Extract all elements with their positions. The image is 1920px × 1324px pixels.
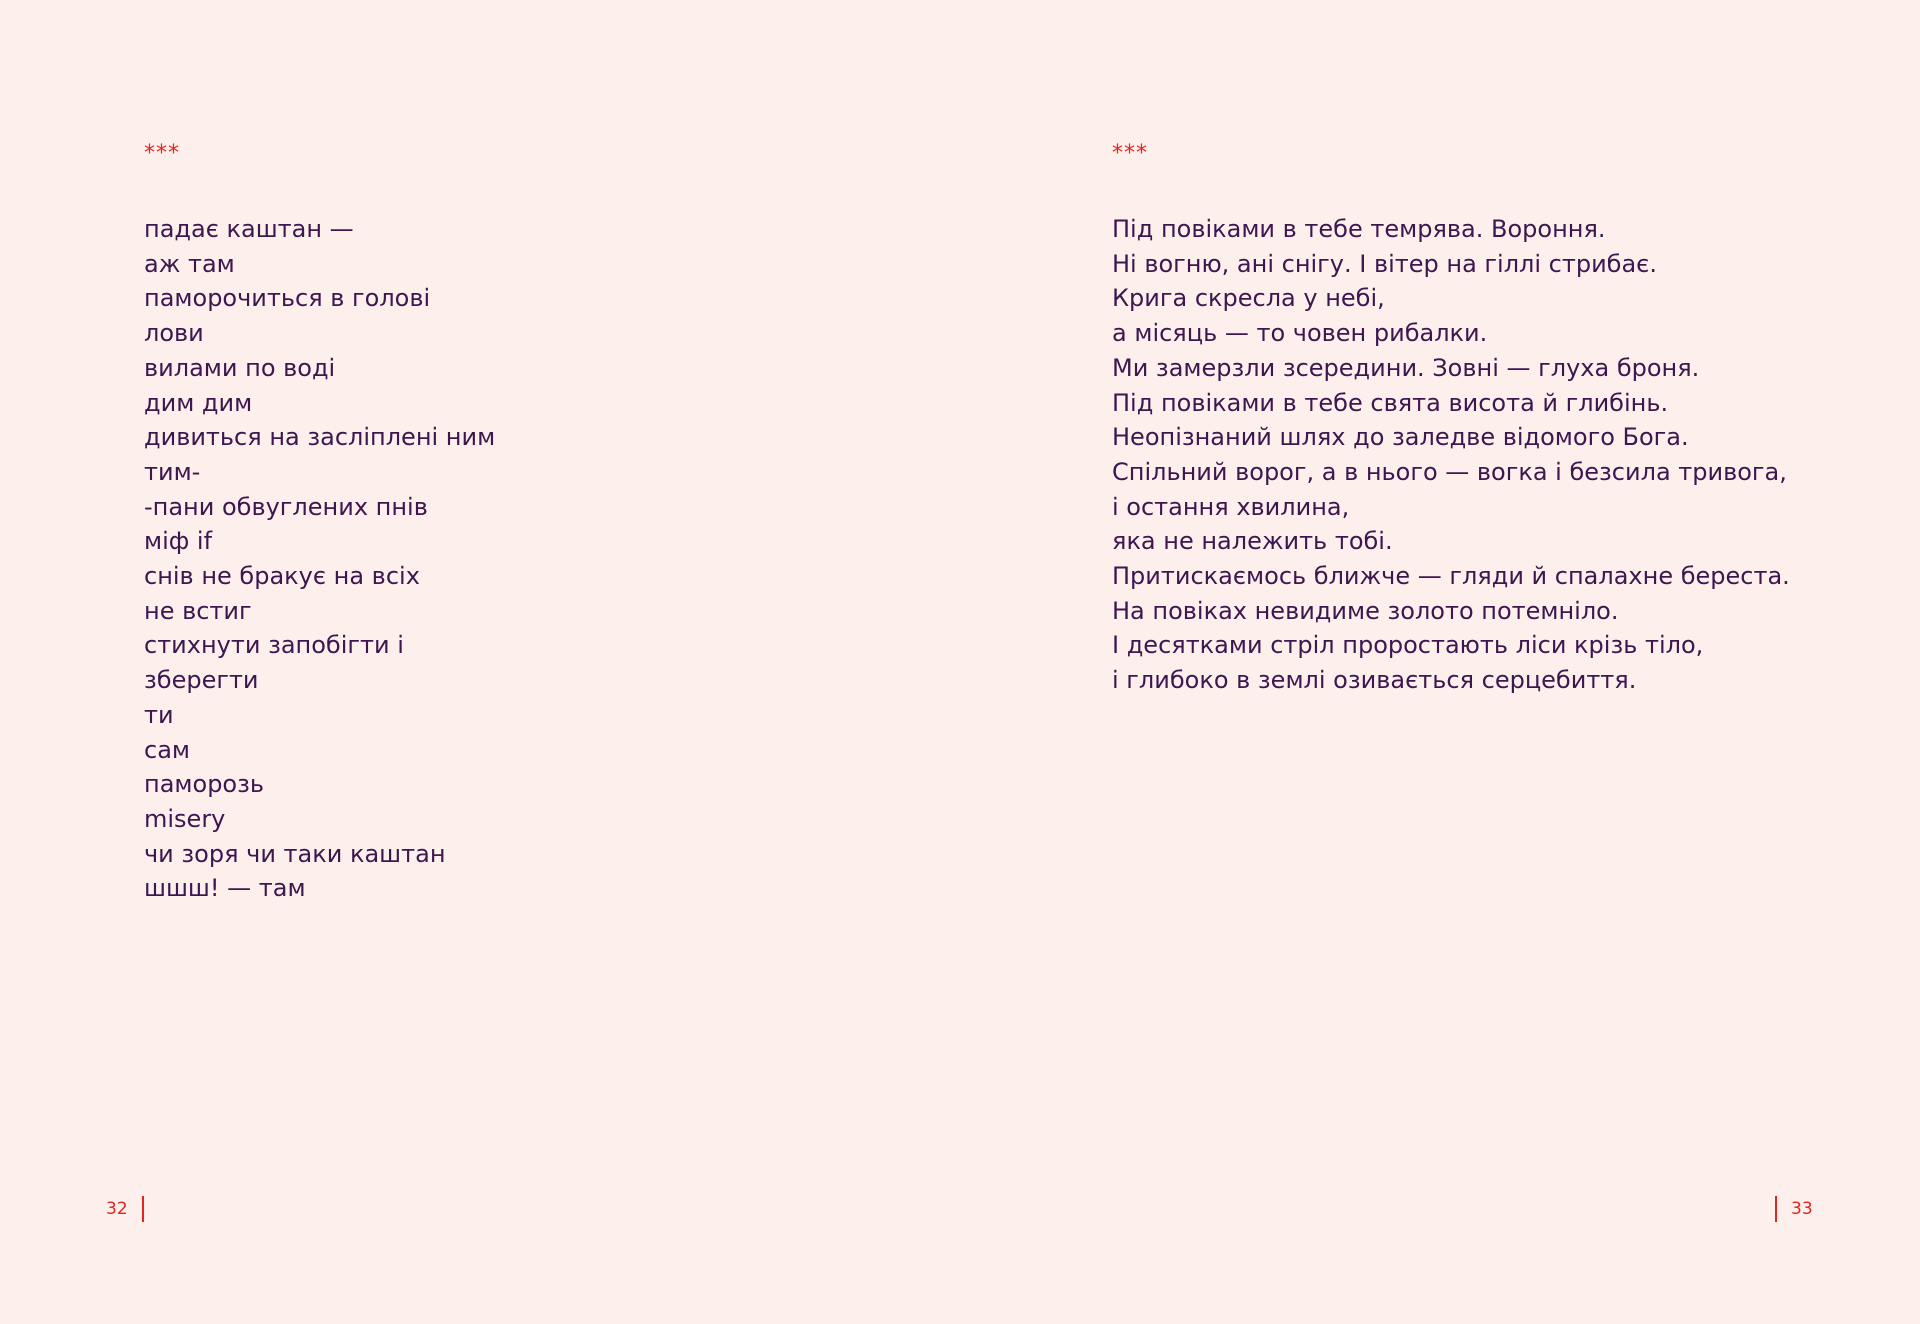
- poem-line: дивиться на засліплені ним: [144, 423, 496, 452]
- page-number-right: [1775, 1196, 1813, 1222]
- poem-line: падає каштан —: [144, 215, 354, 243]
- right-page: [960, 0, 1920, 1324]
- poem-line: яка не належить тобі.: [1112, 527, 1393, 556]
- poem-line: вилами по воді: [144, 353, 336, 382]
- poem-line: Неопізнаний шлях до заледве відомого Бога.: [1112, 423, 1689, 452]
- poem-line: снів не бракує на всіх: [144, 562, 420, 591]
- poem-line: На повіках невидиме золото потемніло.: [1112, 596, 1619, 625]
- poem-line: і глибоко в землі озивається серцебиття.: [1112, 666, 1637, 695]
- page-number-left: [106, 1196, 144, 1222]
- poem-line: сам: [144, 735, 191, 764]
- poem-right: [1112, 212, 1790, 698]
- poem-line: Під повіками в тебе темрява. Вороння.: [1112, 215, 1606, 243]
- page-number: 33: [1791, 1199, 1813, 1219]
- poem-line: міф if: [144, 527, 213, 556]
- poem-line: а місяць — то човен рибалки.: [1112, 319, 1488, 348]
- poem-line: тим-: [144, 457, 201, 486]
- folio-divider: [142, 1196, 144, 1222]
- section-ornament: ***: [1112, 141, 1148, 166]
- poem-line: дим дим: [144, 388, 253, 417]
- poem-line: Притискаємось ближче — гляди й спалахне береста.: [1112, 562, 1790, 591]
- poem-line: не встиг: [144, 596, 252, 625]
- folio-divider: [1775, 1196, 1777, 1222]
- poem-line: і остання хвилина,: [1112, 492, 1350, 521]
- section-ornament: ***: [144, 141, 180, 166]
- poem-line: паморозь: [144, 770, 265, 799]
- poem-line: шшш! — там: [144, 874, 306, 903]
- poem-line: Спільний ворог, а в нього — вогка і безсила тривога,: [1112, 457, 1787, 486]
- poem-line: Ні вогню, ані снігу. І вітер на гіллі стрибає.: [1112, 249, 1657, 278]
- poem-line: чи зоря чи таки каштан: [144, 839, 446, 868]
- poem-line: стихнути запобігти і: [144, 631, 404, 660]
- poem-line: Ми замерзли зсередини. Зовні — глуха броня.: [1112, 353, 1700, 382]
- poem-line: misery: [144, 804, 226, 833]
- poem-line: Крига скресла у небі,: [1112, 284, 1385, 313]
- poem-line: аж там: [144, 249, 235, 278]
- poem-line: Під повіками в тебе свята висота й глибінь.: [1112, 388, 1669, 417]
- poem-left: [144, 212, 495, 906]
- poem-line: паморочиться в голові: [144, 284, 431, 313]
- poem-line: лови: [144, 319, 204, 348]
- poem-line: ти: [144, 700, 174, 729]
- poem-line: І десятками стріл проростають ліси крізь тіло,: [1112, 631, 1704, 660]
- page-number: 32: [106, 1199, 128, 1219]
- poem-line: зберегти: [144, 666, 259, 695]
- poem-line: -пани обвуглених пнів: [144, 492, 428, 521]
